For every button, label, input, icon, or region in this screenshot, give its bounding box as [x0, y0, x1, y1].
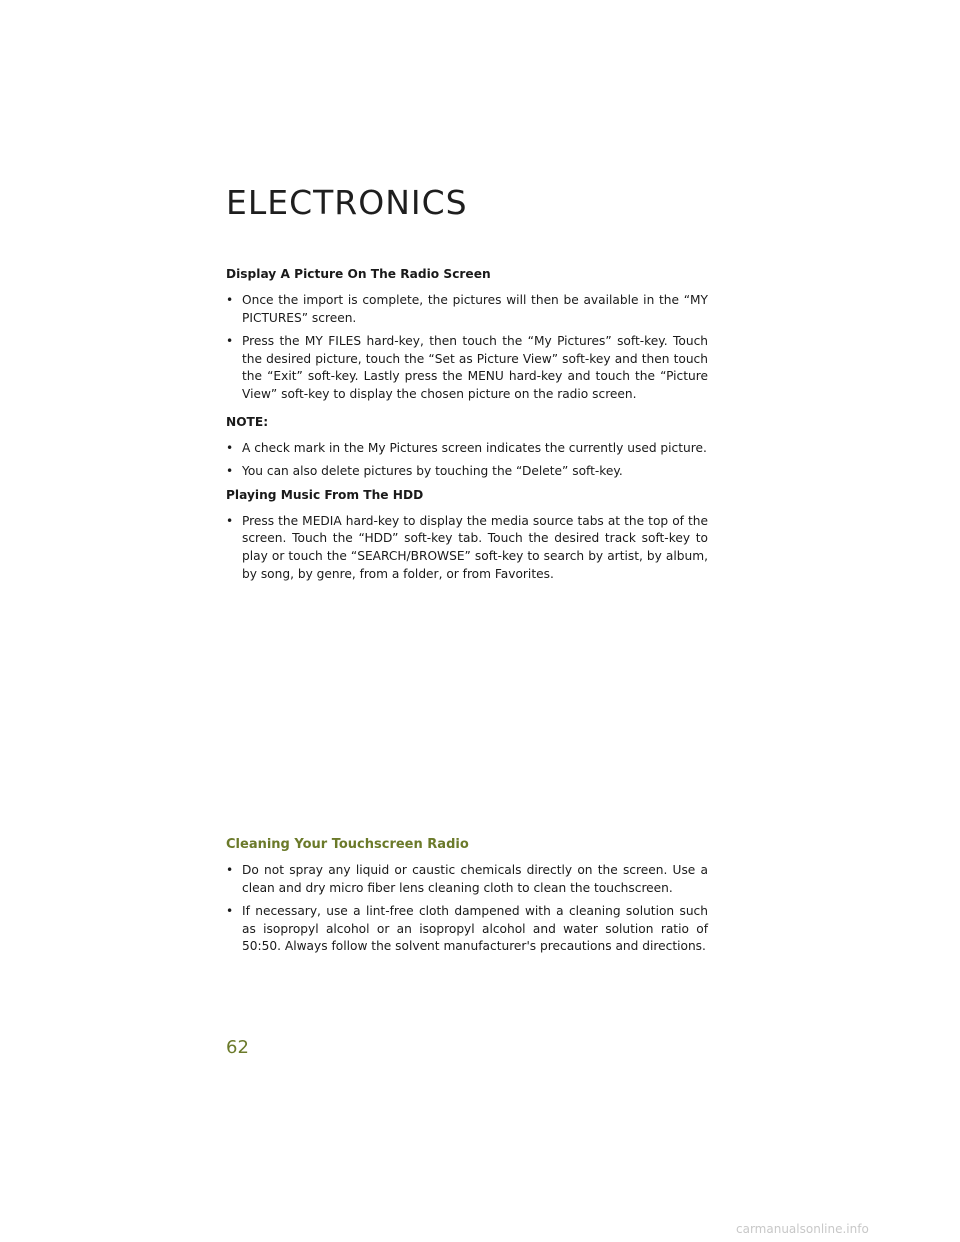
bullet-icon: •: [226, 464, 234, 479]
note-heading: NOTE:: [226, 414, 269, 429]
main-content: [226, 266, 708, 589]
bullet-icon: •: [226, 440, 234, 455]
list-item: • Once the import is complete, the pictures will then be available in the “MY PICTURES” screen.: [226, 293, 708, 325]
bullet-icon: •: [226, 513, 234, 528]
page-number: 62: [226, 1037, 249, 1058]
list-item: • Press the MY FILES hard-key, then touch the “My Pictures” soft-key. Touch the desired picture, touch the “Set as Picture View” soft-key and then touch the “Exit” soft-key. Lastly press the MENU hard-key and touch the “Picture View” soft-key to display the chosen picture on the radio screen.: [226, 334, 708, 401]
list-item: • If necessary, use a lint-free cloth dampened with a cleaning solution such as isopropyl alcohol or an isopropyl alcohol and water solution ratio of 50:50. Always follow the solvent manufacturer's precautions and directions.: [226, 904, 708, 954]
list-item: • A check mark in the My Pictures screen indicates the currently used picture.: [226, 440, 708, 458]
bullet-icon: •: [226, 293, 234, 307]
list-item: • Press the MEDIA hard-key to display the media source tabs at the top of the screen. Touch the “HDD” soft-key tab. Touch the desired track soft-key to play or touch the “SEARCH/BROWSE” soft-key to search by artist, by album, by song, by genre, from a folder, or from Favorites.: [226, 513, 708, 581]
bullet-icon: •: [226, 334, 234, 349]
cleaning-section: [226, 836, 708, 962]
watermark: carmanualsonline.info: [736, 1222, 869, 1236]
list-item: • You can also delete pictures by touching the “Delete” soft-key.: [226, 463, 708, 481]
cleaning-heading: Cleaning Your Touchscreen Radio: [226, 837, 469, 852]
playing-music-heading: Playing Music From The HDD: [226, 487, 424, 502]
section-title: ELECTRONICS: [226, 183, 468, 222]
bullet-icon: •: [226, 904, 234, 919]
display-picture-heading: Display A Picture On The Radio Screen: [226, 267, 491, 281]
list-item: • Do not spray any liquid or caustic chemicals directly on the screen. Use a clean and dry micro fiber lens cleaning cloth to clean the touchscreen.: [226, 863, 708, 895]
bullet-icon: •: [226, 863, 234, 877]
